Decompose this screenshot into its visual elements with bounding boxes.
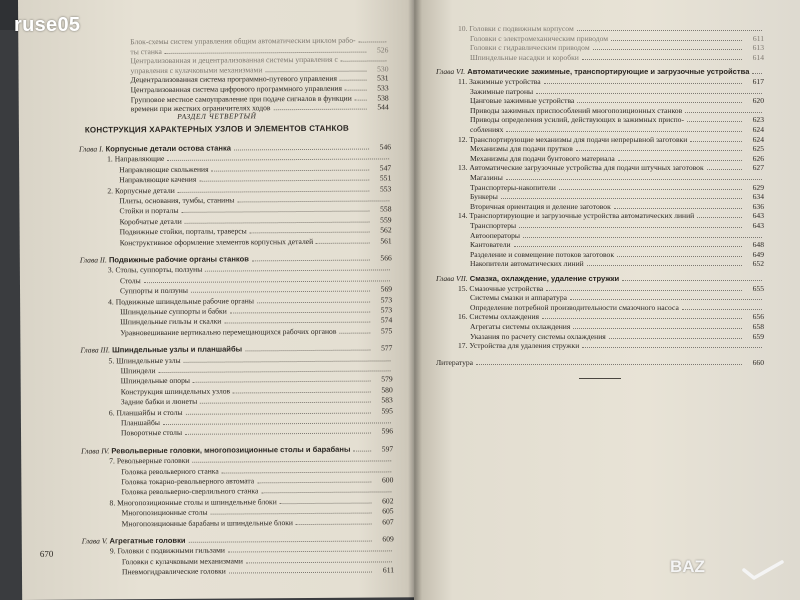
toc-leader-dots xyxy=(184,360,391,362)
toc-entry-title: Головки с электромеханическим приводом xyxy=(470,33,609,43)
toc-entry-title: Головки с кулачковыми механизмами xyxy=(121,556,243,567)
toc-chapter-title: Револьверные головки, многопозиционные столы и барабаны xyxy=(109,444,351,456)
toc-page-number: 624 xyxy=(752,125,764,134)
toc-entry-title: 7. Револьверные головки xyxy=(109,456,190,466)
toc-entry-title: Многопозиционные барабаны и шпиндельные блоки xyxy=(121,517,294,528)
toc-entry-title: Стойки и порталы xyxy=(119,206,179,216)
toc-entry-title: ты станка xyxy=(130,46,162,56)
toc-entry xyxy=(414,34,800,44)
toc-entry xyxy=(414,173,800,183)
toc-page-number: 573 xyxy=(380,294,393,305)
toc-page-number: 577 xyxy=(381,343,393,353)
toc-entry xyxy=(414,240,800,250)
toc-chapter-number: Глава VII. xyxy=(436,274,468,283)
toc-entry-title: Агрегаты системы охлаждения xyxy=(470,322,571,331)
toc-page-number: 613 xyxy=(752,43,764,53)
toc-entry-title: 11. Зажимные устройства xyxy=(458,77,541,86)
toc-page-number: 531 xyxy=(377,73,389,83)
toc-entry-title: 4. Подвижные шпиндельные рабочие органы xyxy=(108,295,254,306)
toc-entry-title: Децентрализованная система программно-путевого управления xyxy=(130,74,337,85)
toc-entry-title: соблениях xyxy=(470,125,504,134)
toc-entry-title: Транспортеры xyxy=(470,221,517,230)
toc-page-number: 656 xyxy=(752,312,764,322)
toc-entry xyxy=(414,144,800,154)
toc-entry-title: Задние бабки и люнеты xyxy=(120,396,198,407)
left-page xyxy=(18,0,418,600)
toc-leader-dots xyxy=(501,198,742,199)
toc-entry-title: Головка токарно-револьверного автомата xyxy=(121,476,255,487)
toc-page-number: 566 xyxy=(380,253,392,263)
toc-entry xyxy=(414,87,800,97)
toc-entry-title: Централизованная и децентрализованная системы управления с xyxy=(130,54,338,66)
toc-entry xyxy=(414,96,800,106)
toc-entry xyxy=(414,183,800,193)
toc-page-number: 614 xyxy=(752,52,764,62)
toc-entry-title: Механизмы для подачи бунтового материала xyxy=(470,153,615,163)
toc-entry-title: Системы смазки и аппаратура xyxy=(470,293,568,303)
toc-entry-title: Головка револьверного станка xyxy=(121,466,219,476)
watermark: ruse05 xyxy=(14,14,81,36)
toc-entry xyxy=(414,202,800,212)
toc-leader-dots xyxy=(237,200,389,202)
toc-leader-dots xyxy=(514,246,742,247)
toc-page-number: 643 xyxy=(752,221,764,230)
toc-leader-dots xyxy=(199,180,369,182)
toc-entry xyxy=(414,43,800,53)
toc-leader-dots xyxy=(542,318,742,319)
toc-page-number: 595 xyxy=(381,405,393,416)
toc-entry xyxy=(22,565,418,578)
toc-leader-dots xyxy=(185,433,371,435)
toc-entry-title: Головка револьверно-сверлильного станка xyxy=(121,486,259,497)
toc-page-number: 605 xyxy=(382,506,394,516)
toc-page-number: 546 xyxy=(379,142,392,152)
toc-page-number: 611 xyxy=(382,565,395,575)
toc-entry xyxy=(414,211,800,221)
toc-leader-dots xyxy=(682,309,762,310)
toc-leader-dots xyxy=(163,422,391,425)
toc-entry xyxy=(414,154,800,164)
toc-entry-title: Планшайбы xyxy=(120,418,160,428)
toc-leader-dots xyxy=(752,73,762,74)
toc-entry xyxy=(414,322,800,332)
toc-leader-dots xyxy=(355,99,367,100)
toc-leader-dots xyxy=(611,40,742,41)
toc-leader-dots xyxy=(177,190,369,192)
toc-leader-dots xyxy=(211,169,369,171)
toc-entry-title: 2. Корпусные детали xyxy=(107,185,175,195)
toc-page-number: 609 xyxy=(382,534,394,544)
toc-leader-dots xyxy=(544,83,742,84)
toc-leader-dots xyxy=(339,332,370,333)
toc-entry xyxy=(414,341,800,351)
toc-chapter-number: Глава V. xyxy=(81,536,108,546)
toc-entry xyxy=(22,517,418,530)
toc-entry xyxy=(414,312,800,322)
toc-entry-title: Шпиндельные суппорты и бабки xyxy=(120,306,227,317)
toc-leader-dots xyxy=(358,41,386,42)
toc-page-number: 643 xyxy=(752,211,764,221)
toc-leader-dots xyxy=(573,328,742,329)
closing-rule xyxy=(579,378,621,379)
toc-leader-dots xyxy=(164,51,366,53)
toc-leader-dots xyxy=(345,90,367,91)
toc-page-number: 625 xyxy=(752,144,764,154)
toc-chapter-title: Автоматические зажимные, транспортирующие и загрузочные устройства xyxy=(465,67,750,77)
toc-entry xyxy=(20,326,416,339)
toc-leader-dots xyxy=(211,513,372,515)
toc-page-number: 620 xyxy=(752,96,764,106)
toc-leader-dots xyxy=(193,381,371,383)
toc-entry xyxy=(414,106,800,116)
toc-leader-dots xyxy=(185,221,370,223)
toc-entry xyxy=(414,358,800,368)
toc-page-number: 579 xyxy=(381,374,393,384)
toc-leader-dots xyxy=(186,412,371,414)
toc-page-number: 634 xyxy=(752,192,764,202)
toc-page-number: 623 xyxy=(752,115,764,125)
toc-page-number: 629 xyxy=(752,182,764,192)
toc-page-number: 569 xyxy=(380,284,393,294)
toc-entry-title: Блок-схемы систем управления общим автоматическим циклом рабо- xyxy=(130,35,356,47)
toc-entry-title: Конструкция шпиндельных узлов xyxy=(120,386,231,397)
toc-entry-title: Групповое местное самоуправление при подаче сигналов в функции xyxy=(130,93,352,104)
toc-leader-dots xyxy=(200,402,371,404)
toc-entry-title: 6. Планшайбы и столы xyxy=(108,407,183,417)
toc-leader-dots xyxy=(167,159,389,162)
toc-entry-title: Зажимные патроны xyxy=(470,86,534,96)
toc-leader-dots xyxy=(687,121,742,122)
toc-chapter-text xyxy=(80,345,242,356)
toc-leader-dots xyxy=(536,93,762,94)
toc-page-number: 561 xyxy=(380,235,392,246)
toc-entry xyxy=(21,427,417,440)
toc-chapter-text xyxy=(82,536,186,547)
toc-leader-dots xyxy=(261,492,391,494)
toc-chapter-title: Смазка, охлаждение, удаление стружки xyxy=(467,274,620,283)
toc-leader-dots xyxy=(617,256,742,257)
toc-leader-dots xyxy=(690,141,742,142)
toc-page-number: 652 xyxy=(752,259,764,269)
toc-leader-dots xyxy=(205,270,390,272)
toc-leader-dots xyxy=(506,131,742,132)
toc-leader-dots xyxy=(159,370,391,373)
toc-page-number: 559 xyxy=(380,215,392,225)
toc-leader-dots xyxy=(570,299,762,300)
toc-leader-dots xyxy=(340,61,386,62)
toc-page-number: 574 xyxy=(380,315,393,325)
toc-entry-title: Разделение и совмещение потоков заготовок xyxy=(470,249,615,259)
toc-entry xyxy=(414,231,800,241)
toc-entry-title: Направляющие скольжения xyxy=(119,164,209,175)
toc-entry-title: времени при жестких ограничителях ходов xyxy=(130,103,271,114)
toc-leader-dots xyxy=(230,312,370,314)
toc-leader-dots xyxy=(685,112,762,113)
toc-leader-dots xyxy=(697,217,742,218)
toc-page-number: 575 xyxy=(380,326,393,336)
toc-page-number: 553 xyxy=(379,183,392,194)
toc-entry-title: 1. Направляющие xyxy=(107,154,165,164)
toc-entry xyxy=(414,259,800,269)
toc-entry-title: Указания по расчету системы охлаждения xyxy=(470,331,606,341)
toc-entry-title: Магазины xyxy=(470,173,503,182)
toc-entry xyxy=(414,77,800,87)
part-heading: РАЗДЕЛ ЧЕТВЕРТЫЙ xyxy=(177,111,257,121)
toc-leader-dots xyxy=(224,322,370,324)
toc-chapter-entry xyxy=(414,67,800,77)
toc-page-number: 562 xyxy=(380,225,392,235)
toc-entry-title: 15. Смазочные устройства xyxy=(458,283,544,293)
toc-page-number: 596 xyxy=(381,426,394,436)
toc-leader-dots xyxy=(246,561,392,563)
toc-entry-title: Пневмогидравлические головки xyxy=(121,566,226,577)
toc-page-number: 624 xyxy=(752,134,764,144)
toc-leader-dots xyxy=(618,160,742,161)
toc-entry-title: Направляющие качения xyxy=(119,174,197,185)
toc-leader-dots xyxy=(144,280,390,283)
book-gutter xyxy=(408,0,422,600)
toc-entry-title: Приводы зажимных приспособлений многопозиционных станков xyxy=(470,105,683,115)
toc-entry-title: Определение потребной производительности смазочного насоса xyxy=(470,302,679,312)
toc-entry xyxy=(414,221,800,231)
toc-leader-dots xyxy=(622,280,762,281)
toc-chapter-text xyxy=(80,254,249,265)
toc-entry-title: 17. Устройства для удаления стружки xyxy=(458,341,580,351)
toc-page-number: 538 xyxy=(377,93,389,103)
toc-entry-title: Вторичная ориентация и деление заготовок xyxy=(470,201,611,211)
toc-leader-dots xyxy=(523,237,762,238)
toc-leader-dots xyxy=(582,59,742,60)
toc-chapter-title: Шпиндельные узлы и планшайбы xyxy=(109,344,243,355)
toc-leader-dots xyxy=(587,265,742,266)
toc-entry-title: Транспортеры-накопители xyxy=(470,182,556,192)
toc-entry-title: Цанговые зажимные устройства xyxy=(470,96,575,106)
toc-entry-title: Плиты, основания, тумбы, станины xyxy=(119,195,235,206)
toc-leader-dots xyxy=(476,364,742,365)
toc-chapter-title: Подвижные рабочие органы станков xyxy=(106,254,249,265)
toc-entry-title: 10. Головки с подвижным корпусом xyxy=(458,24,574,33)
toc-entry-title: Конструктивное оформление элементов корпусных деталей xyxy=(119,236,314,247)
toc-entry xyxy=(20,236,416,249)
toc-entry xyxy=(414,293,800,303)
toc-entry-title: Головки с гидравлическим приводом xyxy=(470,43,590,53)
toc-page-number: 602 xyxy=(382,496,394,506)
toc-page-number: 533 xyxy=(377,83,389,93)
toc-chapter-title: Агрегатные головки xyxy=(107,535,186,546)
toc-entry xyxy=(414,303,800,313)
toc-chapter-text xyxy=(436,67,749,77)
toc-entry-title: Литература xyxy=(436,357,474,367)
toc-page-number: 655 xyxy=(752,283,764,293)
toc-leader-dots xyxy=(189,541,372,543)
toc-entry xyxy=(414,163,800,173)
toc-chapter-entry xyxy=(414,274,800,284)
toc-chapter-number: Глава I. xyxy=(79,144,104,154)
toc-entry-title: Шпиндельные гильзы и скалки xyxy=(120,316,222,327)
toc-page-number: 558 xyxy=(380,204,392,214)
toc-leader-dots xyxy=(228,551,392,553)
toc-chapter-text xyxy=(79,144,231,155)
toc-entry xyxy=(414,192,800,202)
toc-leader-dots xyxy=(593,49,742,50)
toc-page-number: 617 xyxy=(752,77,764,86)
toc-entry-title: Бункеры xyxy=(470,192,498,202)
toc-leader-dots xyxy=(546,290,742,291)
toc-chapter-title: Корпусные детали остова станка xyxy=(103,143,232,154)
toc-entry-title: Шпиндельные опоры xyxy=(120,376,191,386)
toc-page-number: 659 xyxy=(752,331,764,341)
toc-page-number: 530 xyxy=(377,64,389,74)
right-page xyxy=(414,0,800,600)
toc-entry xyxy=(414,284,800,294)
toc-entry-title: Автооператоры xyxy=(470,230,521,240)
toc-leader-dots xyxy=(353,450,371,451)
toc-entry-title: Уравновешивание вертикально перемещающихся рабочих органов xyxy=(120,326,337,338)
toc-entry-title: 16. Системы охлаждения xyxy=(458,312,540,322)
toc-leader-dots xyxy=(576,150,742,151)
toc-entry-title: Суппорты и ползуны xyxy=(120,286,189,296)
toc-chapter-number: Глава VI. xyxy=(436,67,466,77)
toc-page-number: 626 xyxy=(752,153,764,163)
toc-leader-dots xyxy=(221,471,391,473)
toc-entry-title: 3. Столы, суппорты, ползуны xyxy=(107,265,203,275)
toc-entry xyxy=(414,135,800,145)
toc-page-number: 660 xyxy=(752,357,764,367)
toc-entry-title: Коробчатые детали xyxy=(119,216,182,227)
toc-entry xyxy=(414,53,800,63)
part-title: КОНСТРУКЦИЯ ХАРАКТЕРНЫХ УЗЛОВ И ЭЛЕМЕНТОВ СТАНКОВ xyxy=(84,123,350,135)
toc-page-number: 547 xyxy=(379,163,392,173)
toc-leader-dots xyxy=(707,169,742,170)
toc-leader-dots xyxy=(229,572,372,574)
toc-leader-dots xyxy=(519,227,742,228)
toc-entry-title: 12. Транспортирующие механизмы для подачи непрерывной заготовки xyxy=(458,134,688,144)
toc-chapter-number: Глава III. xyxy=(80,345,111,355)
toc-entry-title: управления с кулачковыми механизмами xyxy=(130,65,263,76)
toc-page-number: 648 xyxy=(752,240,764,250)
toc-entry-title: Поворотные столы xyxy=(120,428,183,438)
toc-leader-dots xyxy=(577,30,762,31)
toc-page-number: 600 xyxy=(381,475,394,485)
toc-entry-title: 9. Головки с подвижными гильзами xyxy=(109,545,226,556)
toc-entry-title: 14. Транспортирующие и загрузочные устройства автоматических линий xyxy=(458,211,695,221)
toc-leader-dots xyxy=(582,347,762,348)
toc-leader-dots xyxy=(609,338,742,339)
toc-page-number: 551 xyxy=(379,173,392,183)
toc-leader-dots xyxy=(234,149,369,151)
toc-entry-title: 8. Многопозиционные столы и шпиндельные блоки xyxy=(109,497,277,508)
brand-text: BAZ xyxy=(670,557,705,576)
toc-page-number: 544 xyxy=(377,102,389,112)
toc-page-number: 611 xyxy=(752,33,764,43)
toc-page-number: 526 xyxy=(376,45,389,55)
toc-entry-title: Механизмы для подачи прутков xyxy=(470,144,573,154)
toc-page-number: 649 xyxy=(752,249,764,259)
brand-logo-icon xyxy=(742,560,786,580)
toc-entry-title: Шпиндели xyxy=(120,366,156,376)
page-number: 670 xyxy=(39,548,54,559)
toc-leader-dots xyxy=(559,189,742,190)
toc-entry-title: Централизованная система цифрового программного управления xyxy=(130,83,343,95)
toc-page-number: 597 xyxy=(381,444,394,454)
toc-leader-dots xyxy=(191,291,370,293)
toc-entry-title: Накопители автоматических линий xyxy=(470,259,584,269)
toc-entry-title: Приводы определения усилий, действующих в зажимных приспо- xyxy=(470,115,685,125)
toc-entry-title: Многопозиционные столы xyxy=(121,507,208,518)
toc-entry-title: 13. Автоматические загрузочные устройства для подачи штучных заготовок xyxy=(458,163,704,173)
toc-leader-dots xyxy=(233,391,371,393)
toc-entry xyxy=(414,24,800,34)
toc-page-number: 627 xyxy=(752,163,764,173)
toc-page-number: 658 xyxy=(752,322,764,331)
toc-entry xyxy=(414,332,800,342)
toc-page-number: 607 xyxy=(382,516,394,527)
toc-chapter-number: Глава IV. xyxy=(81,446,110,456)
toc-entry xyxy=(414,115,800,125)
toc-entry xyxy=(414,250,800,260)
toc-entry-title: Кантователи xyxy=(470,240,511,250)
toc-page-number: 580 xyxy=(381,385,393,395)
toc-leader-dots xyxy=(577,102,742,103)
toc-entry-title: Подвижные стойки, порталы, траверсы xyxy=(119,226,247,237)
toc-leader-dots xyxy=(181,211,369,213)
toc-chapter-text xyxy=(436,274,619,284)
toc-page-number: 583 xyxy=(381,395,393,405)
toc-page-number: 636 xyxy=(752,201,764,211)
toc-leader-dots xyxy=(340,80,367,81)
toc-leader-dots xyxy=(506,179,762,180)
toc-leader-dots xyxy=(192,461,391,463)
toc-leader-dots xyxy=(614,208,742,209)
toc-entry-title: Столы xyxy=(119,275,141,286)
toc-entry-title: Шпиндельные насадки и коробки xyxy=(470,52,579,62)
toc-entry-title: 5. Шпиндельные узлы xyxy=(108,355,181,365)
toc-entry xyxy=(414,125,800,135)
toc-page-number: 573 xyxy=(380,305,393,315)
toc-chapter-number: Глава II. xyxy=(79,255,107,265)
